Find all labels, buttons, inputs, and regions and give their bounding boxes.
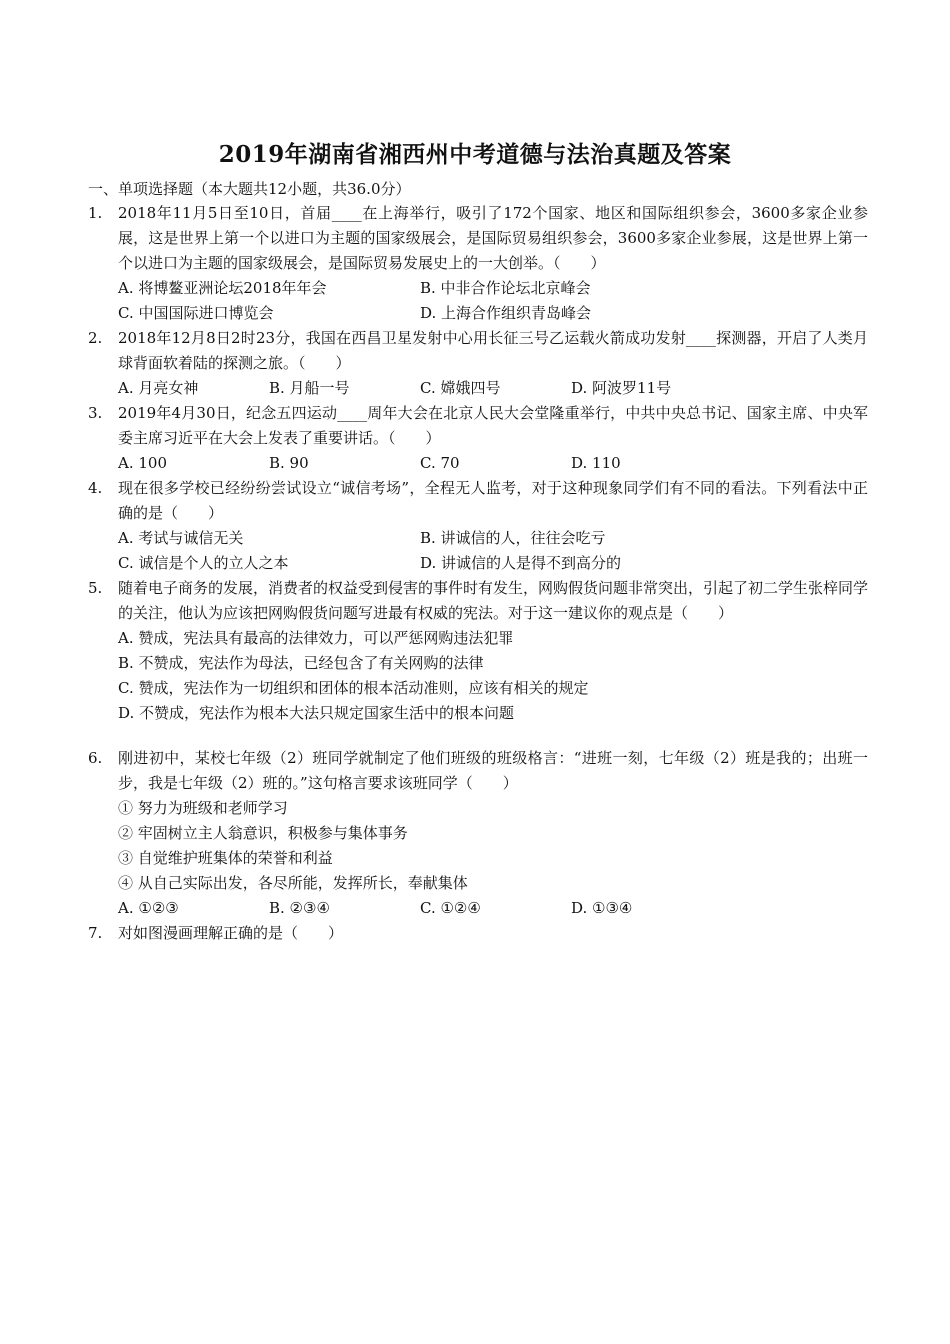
- question-stem: 随着电子商务的发展，消费者的权益受到侵害的事件时有发生，网购假货问题非常突出，引起了初二学生张梓同学的关注，他认为应该把网购假货问题写进最有权威的宪法。对于这一建议你的观点是（ ）: [118, 579, 869, 622]
- option-c: C. 诚信是个人的立人之本: [118, 554, 289, 572]
- question-stem: 2018年12月8日2时23分，我国在西昌卫星发射中心用长征三号乙运载火箭成功发射____探测器，开启了人类月球背面软着陆的探测之旅。（ ）: [118, 329, 868, 372]
- option-d: D. ①③④: [571, 899, 633, 917]
- option-d: D. 上海合作组织青岛峰会: [420, 304, 592, 322]
- option-a: A. ①②③: [118, 899, 179, 917]
- question-number: 6.: [88, 749, 103, 767]
- option-c: C. 中国国际进口博览会: [118, 304, 274, 322]
- question-number: 5.: [88, 579, 103, 597]
- page-title: 2019年湖南省湘西州中考道德与法治真题及答案: [218, 141, 732, 168]
- question-stem: 现在很多学校已经纷纷尝试设立“诚信考场”，全程无人监考，对于这种现象同学们有不同的看法。下列看法中正确的是（ ）: [118, 479, 868, 522]
- statement-1: ① 努力为班级和老师学习: [118, 799, 288, 817]
- question-number: 2.: [88, 329, 103, 347]
- option-a: A. 月亮女神: [118, 379, 199, 397]
- question-4: [88, 476, 868, 576]
- question-2: [88, 326, 868, 401]
- option-b: B. 不赞成，宪法作为母法，已经包含了有关网购的法律: [118, 654, 484, 672]
- question-number: 4.: [88, 479, 103, 497]
- option-b: B. 90: [269, 454, 309, 472]
- option-b: B. ②③④: [269, 899, 330, 917]
- statement-3: ③ 自觉维护班集体的荣誉和利益: [118, 849, 333, 867]
- option-d: D. 阿波罗11号: [571, 379, 672, 397]
- question-5: [88, 576, 868, 726]
- option-c: C. ①②④: [420, 899, 481, 917]
- option-a: A. 将博鳌亚洲论坛2018年年会: [118, 279, 327, 297]
- question-7: [88, 921, 868, 946]
- question-3: [88, 401, 868, 476]
- option-c: C. 70: [420, 454, 460, 472]
- option-a: A. 考试与诚信无关: [118, 529, 244, 547]
- option-d: D. 110: [571, 454, 621, 472]
- option-d: D. 讲诚信的人是得不到高分的: [420, 554, 622, 572]
- option-d: D. 不赞成，宪法作为根本大法只规定国家生活中的根本问题: [118, 704, 515, 722]
- question-stem: 刚进初中，某校七年级（2）班同学就制定了他们班级的班级格言：“进班一刻，七年级（2）班是我的；出班一步，我是七年级（2）班的。”这句格言要求该班同学（ ）: [118, 749, 868, 792]
- question-number: 1.: [88, 204, 103, 222]
- option-a: A. 赞成，宪法具有最高的法律效力，可以严惩网购违法犯罪: [118, 629, 514, 647]
- option-c: C. 赞成，宪法作为一切组织和团体的根本活动准则，应该有相关的规定: [118, 679, 589, 697]
- option-b: B. 讲诚信的人，往往会吃亏: [420, 529, 606, 547]
- statement-2: ② 牢固树立主人翁意识，积极参与集体事务: [118, 824, 408, 842]
- option-c: C. 嫦娥四号: [420, 379, 501, 397]
- option-b: B. 月船一号: [269, 379, 350, 397]
- section-heading: 一、单项选择题（本大题共12小题，共36.0分）: [88, 180, 411, 198]
- question-stem: 对如图漫画理解正确的是（ ）: [118, 924, 344, 942]
- statement-4: ④ 从自己实际出发，各尽所能，发挥所长，奉献集体: [118, 874, 468, 892]
- option-a: A. 100: [118, 454, 167, 472]
- question-stem: 2019年4月30日，纪念五四运动____周年大会在北京人民大会堂隆重举行，中共中央总书记、国家主席、中央军委主席习近平在大会上发表了重要讲话。（ ）: [118, 404, 868, 447]
- question-number: 7.: [88, 924, 103, 942]
- question-stem: 2018年11月5日至10日，首届____在上海举行，吸引了172个国家、地区和国际组织参会，3600多家企业参展，这是世界上第一个以进口为主题的国家级展会，是国际贸易组织参会，3600多家企业参展，这是世界上第一个以进口为主题的国家级展会，是国际贸易发展史上的一大创举。（ ）: [118, 204, 868, 272]
- question-6: [88, 746, 868, 921]
- question-1: [88, 201, 868, 326]
- option-b: B. 中非合作论坛北京峰会: [420, 279, 591, 297]
- question-number: 3.: [88, 404, 103, 422]
